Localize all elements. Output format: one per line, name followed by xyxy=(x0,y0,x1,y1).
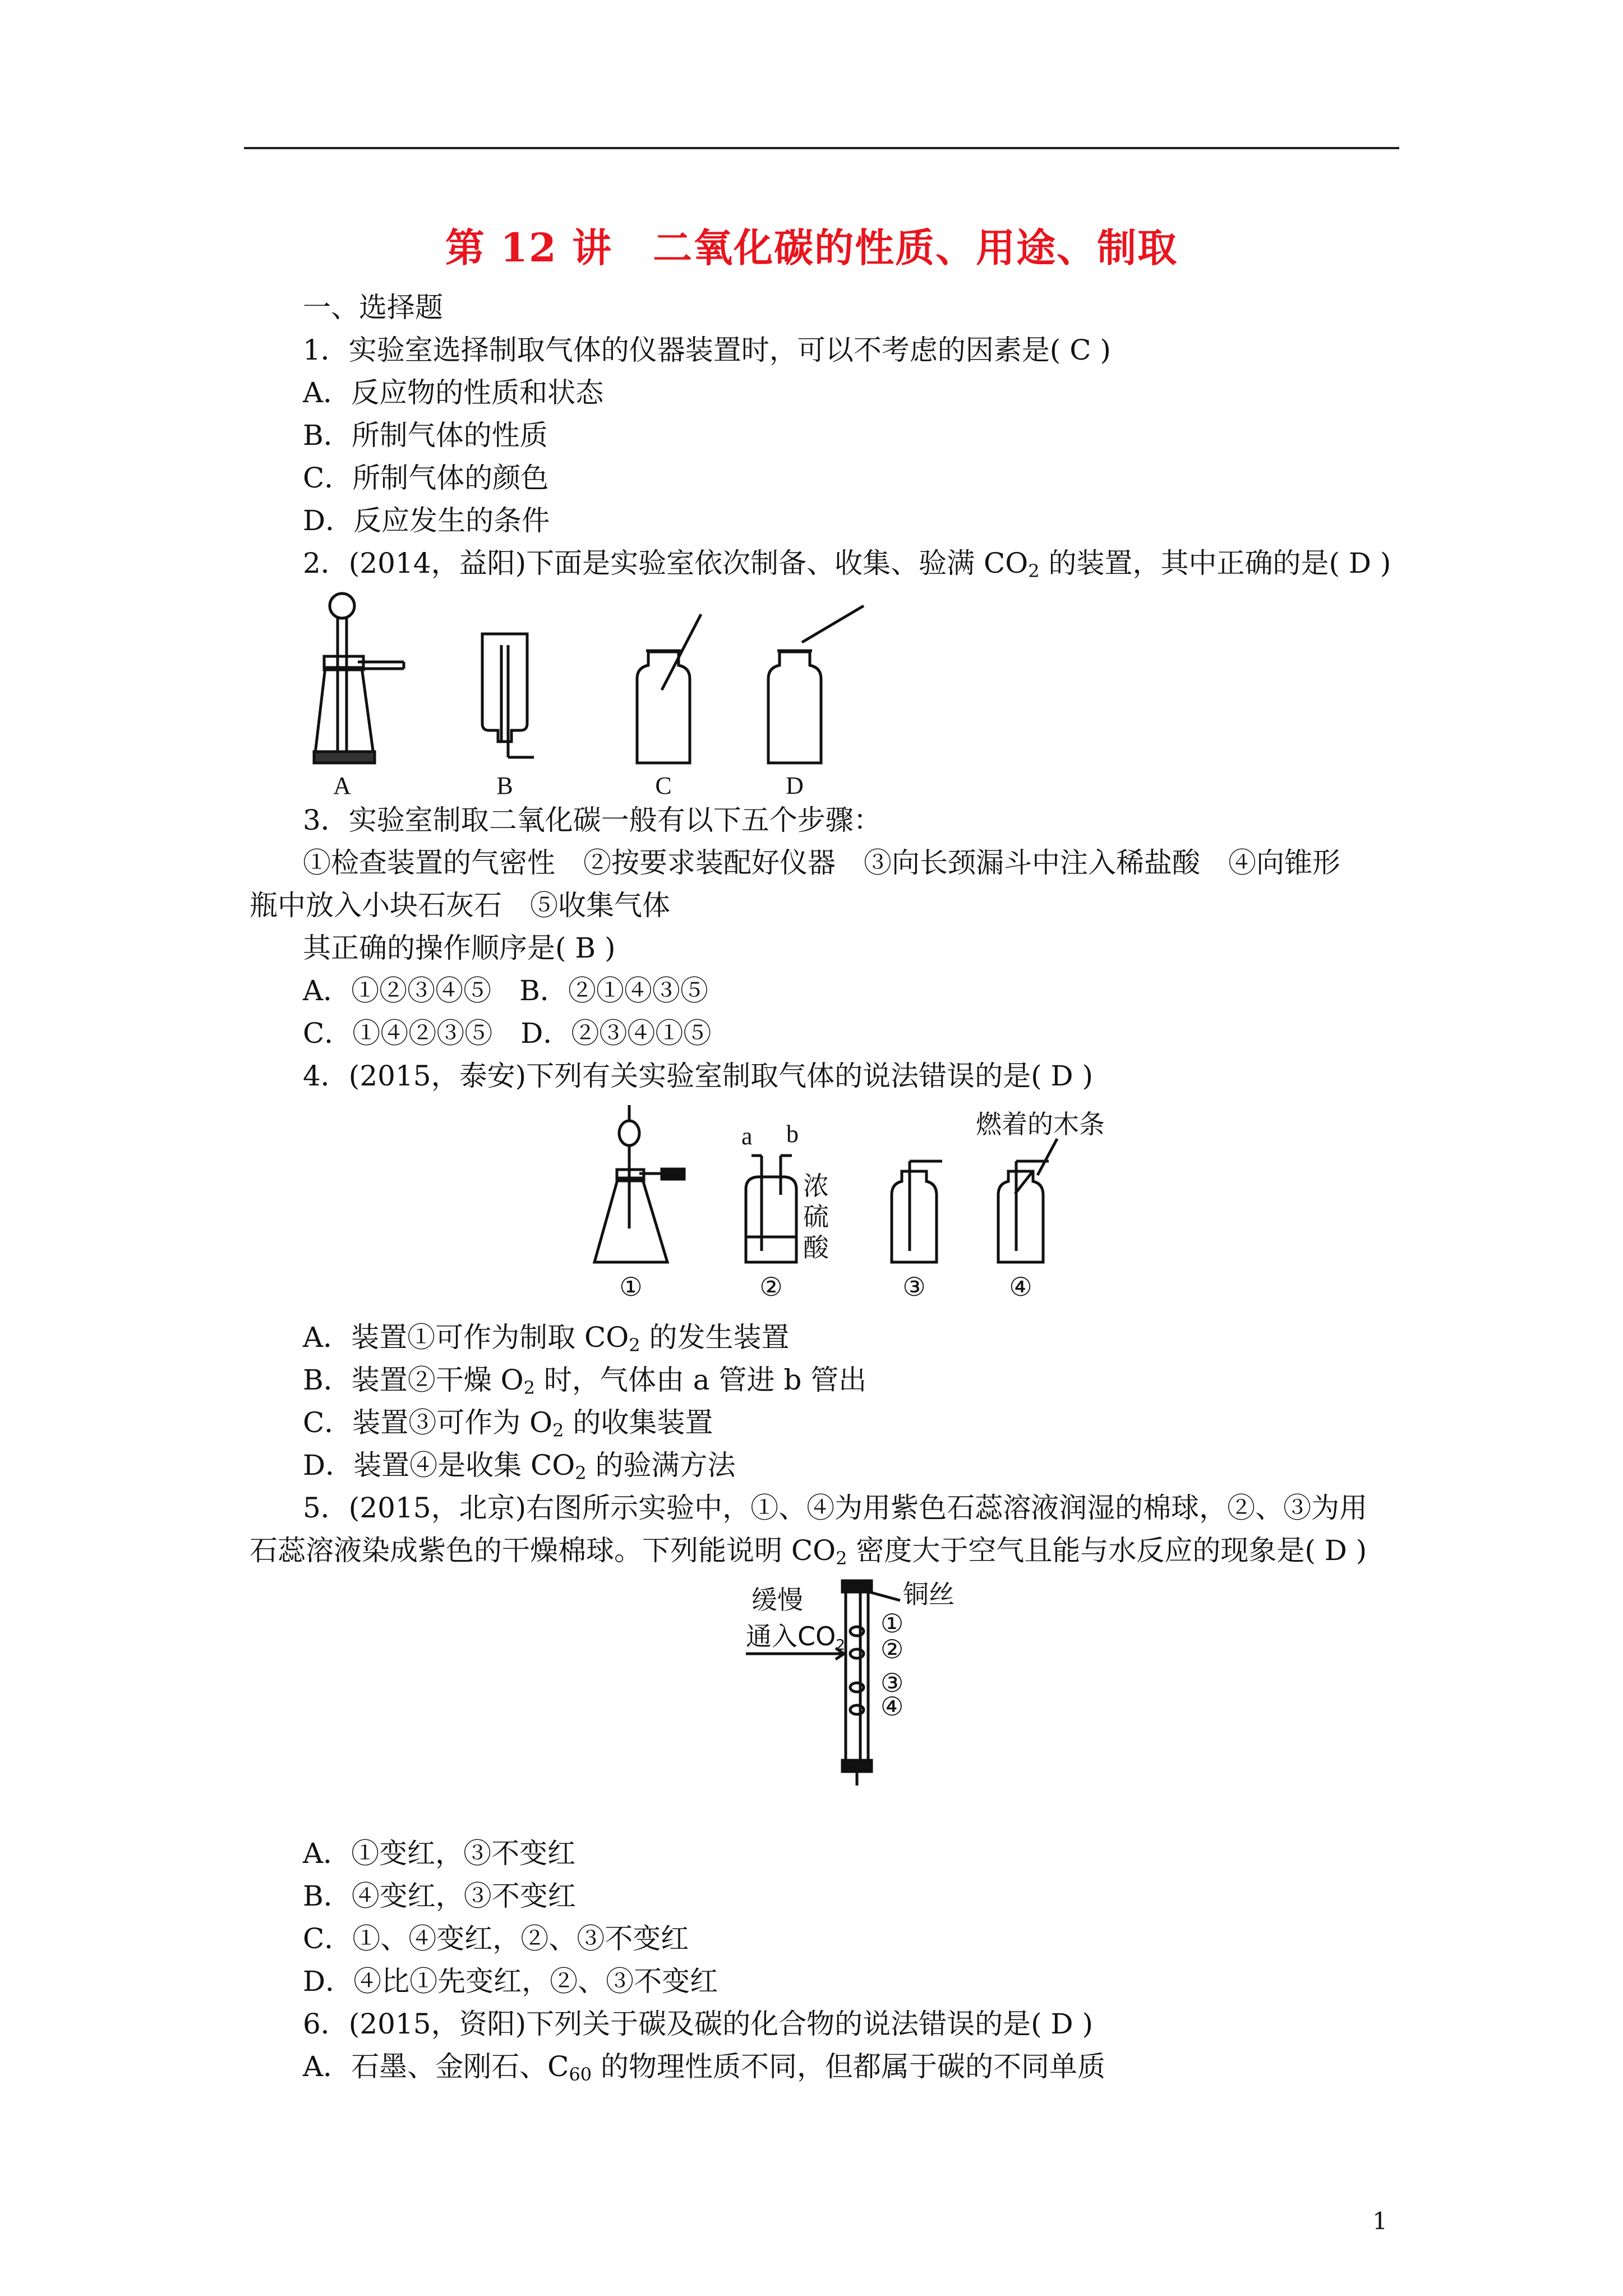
q4-figure xyxy=(583,1099,1144,1307)
page-title: 第 12 讲 二氧化碳的性质、用途、制取 xyxy=(445,224,1178,271)
q3-options-ab: A．①②③④⑤ B．②①④③⑤ xyxy=(303,974,708,1007)
fig-ball-1: ① xyxy=(880,1608,904,1639)
fig-label-2: ② xyxy=(759,1272,783,1302)
fig-label-c: C xyxy=(655,772,672,799)
q4-option-c: C．装置③可作为 $O_2$ 的收集装置 xyxy=(303,1406,713,1441)
fig-tube-a: a xyxy=(741,1122,753,1150)
q3-stem: 3．实验室制取二氧化碳一般有以下五个步骤： xyxy=(303,804,882,836)
fig-ball-3: ③ xyxy=(880,1668,904,1698)
q5-option-b: B．④变红，③不变红 xyxy=(303,1880,576,1912)
q6-option-a: A．石墨、金刚石、$C_{60}$ 的物理性质不同，但都属于碳的不同单质 xyxy=(303,2050,1105,2085)
section-heading: 一、选择题 xyxy=(303,291,443,324)
fig-ball-4: ④ xyxy=(880,1691,904,1722)
q5-stem: 5．(2015，北京)右图所示实验中，①、④为用紫色石蕊溶液润湿的棉球，②、③为用 xyxy=(303,1492,1368,1524)
q3-options-cd: C．①④②③⑤ D．②③④①⑤ xyxy=(303,1017,712,1050)
q4-stem: 4．(2015，泰安)下列有关实验室制取气体的说法错误的是( D ) xyxy=(303,1060,1093,1092)
fig-acid-2: 硫 xyxy=(803,1202,829,1232)
q1-option-b: B．所制气体的性质 xyxy=(303,419,548,452)
header-rule xyxy=(244,147,1399,149)
fig-label-d: D xyxy=(786,772,804,799)
fig-label-3: ③ xyxy=(902,1272,926,1302)
q4-option-a: A．装置①可作为制取 $CO_2$ 的发生装置 xyxy=(303,1321,790,1356)
q1-option-d: D．反应发生的条件 xyxy=(303,504,550,537)
q1-option-c: C．所制气体的颜色 xyxy=(303,462,549,494)
q4-option-d: D．装置④是收集 $CO_2$ 的验满方法 xyxy=(303,1449,736,1484)
q4-option-b: B．装置②干燥 $O_2$ 时，气体由 a 管进 b 管出 xyxy=(303,1364,867,1398)
q5-option-c: C．①、④变红，②、③不变红 xyxy=(303,1922,689,1955)
q3-steps-line2: 瓶中放入小块石灰石 ⑤收集气体 xyxy=(250,889,670,922)
fig-wire-label: 铜丝 xyxy=(903,1579,955,1609)
fig-acid-1: 浓 xyxy=(803,1171,829,1201)
q5-stem-line2: 石蕊溶液染成紫色的干燥棉球。下列能说明 $CO_2$ 密度大于空气且能与水反应的现象是( D ) xyxy=(250,1534,1367,1569)
q6-stem: 6．(2015，资阳)下列关于碳及碳的化合物的说法错误的是( D ) xyxy=(303,2008,1093,2040)
fig-label-4: ④ xyxy=(1009,1272,1032,1302)
q5-option-d: D．④比①先变红，②、③不变红 xyxy=(303,1965,718,1998)
q1-option-a: A．反应物的性质和状态 xyxy=(303,376,604,409)
fig-tube-b: b xyxy=(786,1120,799,1148)
fig-acid-3: 酸 xyxy=(803,1232,829,1263)
fig-label-b: B xyxy=(496,772,513,799)
q2-stem: 2．(2014，益阳)下面是实验室依次制备、收集、验满 $CO_2$ 的装置，其中正确的是( D ) xyxy=(303,547,1391,582)
q3-steps-line1: ①检查装置的气密性 ②按要求装配好仪器 ③向长颈漏斗中注入稀盐酸 ④向锥形 xyxy=(303,846,1340,879)
fig-label-1: ① xyxy=(619,1272,643,1302)
fig-inlet-label: 通入CO2 xyxy=(746,1621,845,1654)
q1-stem: 1．实验室选择制取气体的仪器装置时，可以不考虑的因素是( C ) xyxy=(303,334,1111,366)
page-number: 1 xyxy=(1372,2207,1387,2235)
fig-burning-stick-label: 燃着的木条 xyxy=(976,1109,1105,1139)
q5-figure xyxy=(740,1575,976,1788)
fig-label-a: A xyxy=(333,772,351,799)
q2-figure xyxy=(292,583,909,808)
fig-slow-label: 缓慢 xyxy=(751,1585,803,1615)
fig-ball-2: ② xyxy=(880,1634,904,1664)
q3-order: 其正确的操作顺序是( B ) xyxy=(303,932,616,964)
q5-option-a: A．①变红，③不变红 xyxy=(303,1837,576,1870)
